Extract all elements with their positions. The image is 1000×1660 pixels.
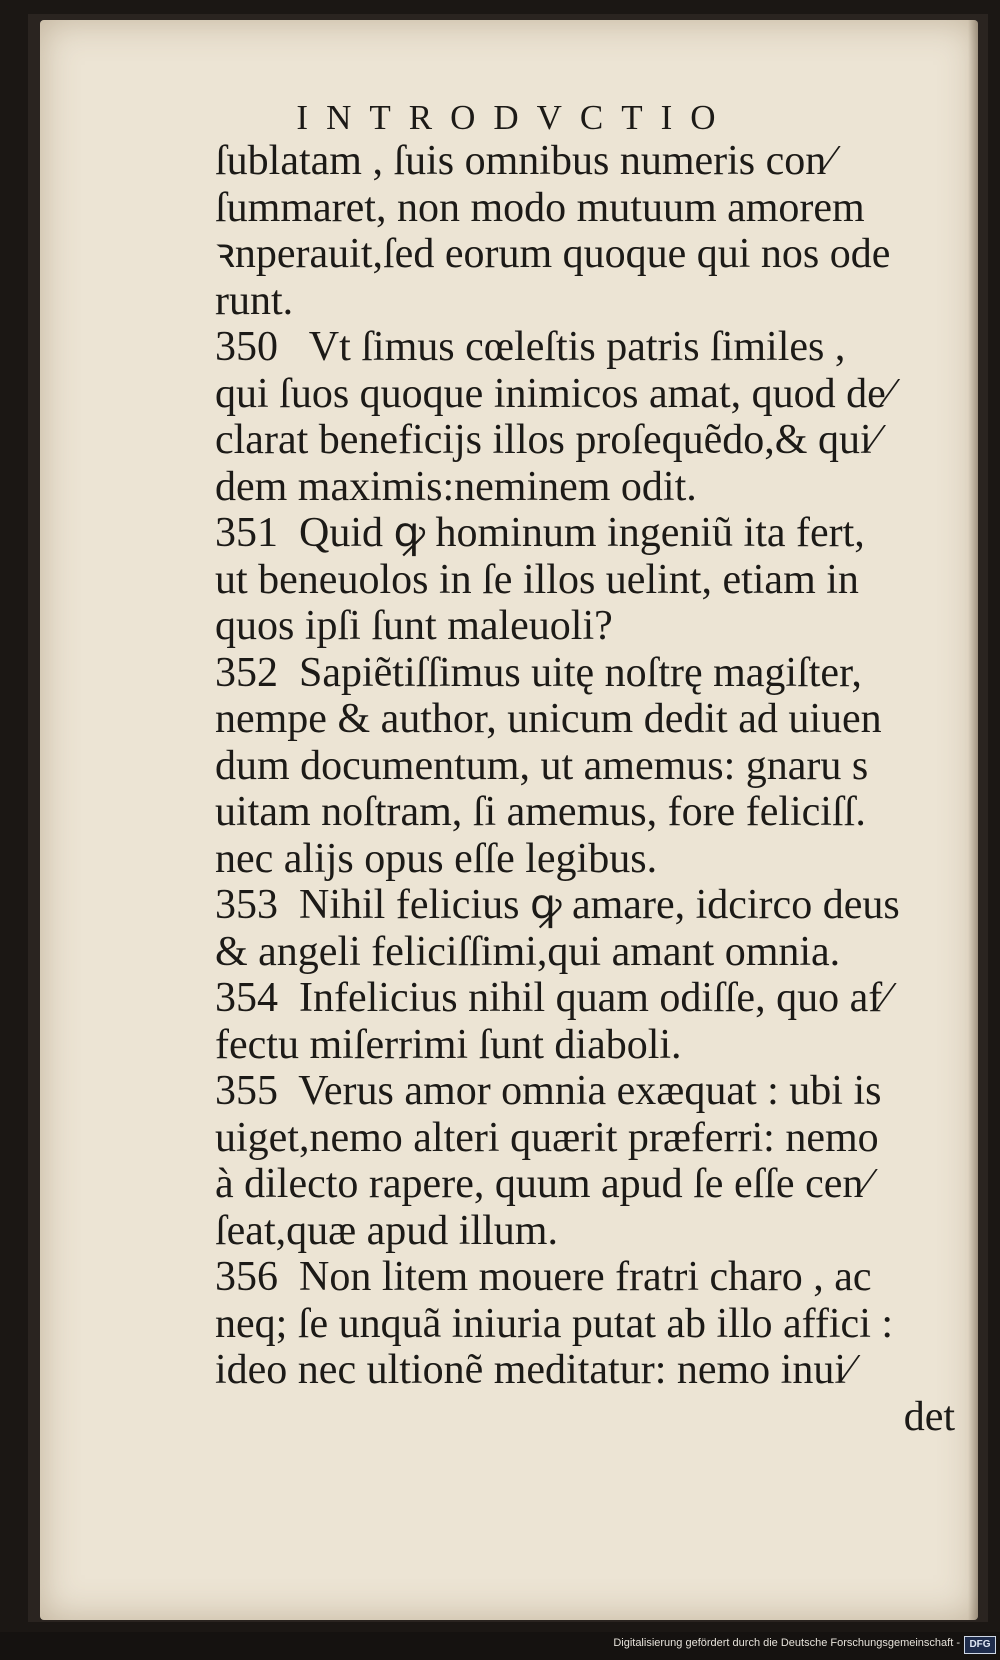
text-line: ſummaret, non modo mutuum amorem <box>215 184 865 231</box>
running-head: INTRODVCTIO <box>296 98 734 137</box>
text-line: fectu miſerrimi ſunt diaboli. <box>215 1021 682 1068</box>
text-line: nempe & author, unicum dedit ad uiuen <box>215 696 882 742</box>
text-line: dum documentum, ut amemus: gnaru s <box>215 742 869 789</box>
dfg-logo-icon: DFG <box>964 1636 996 1654</box>
text-block <box>215 138 975 1440</box>
funding-note: Digitalisierung gefördert durch die Deutsche Forschungsgemeinschaft - <box>613 1637 960 1649</box>
text-line: neq; ſe unquã iniuria putat ab illo affici : <box>215 1300 894 1347</box>
text-line: 350 Vt ſimus cœleſtis patris ſimiles , <box>215 324 846 370</box>
text-line: qui ſuos quoque inimicos amat, quod de⁄ <box>215 370 893 417</box>
text-line: 351 Quid ꝙ hominum ingeniũ ita fert, <box>215 510 865 556</box>
footer-bar <box>0 1632 1000 1660</box>
text-line: ideo nec ultionẽ meditatur: nemo inui⁄ <box>215 1347 854 1393</box>
text-line: uitam noſtram, ſi amemus, fore feliciſſ. <box>215 789 866 835</box>
text-line: ꝛnperauit,ſed eorum quoque qui nos ode <box>215 231 891 277</box>
text-line: clarat beneficijs illos proſequẽdo,& qui⁄ <box>215 417 879 463</box>
text-line: ſeat,quæ apud illum. <box>215 1207 558 1254</box>
text-line: nec alijs opus eſſe legibus. <box>215 835 658 882</box>
text-line: 354 Infelicius nihil quam odiſſe, quo af⁄ <box>215 975 890 1021</box>
text-line: 356 Non litem mouere fratri charo , ac <box>215 1254 872 1300</box>
text-line: ut beneuolos in ſe illos uelint, etiam in <box>215 556 859 603</box>
catchword: det <box>903 1393 955 1440</box>
text-line: ſublatam , ſuis omnibus numeris con⁄ <box>215 138 834 184</box>
book-page <box>40 20 978 1620</box>
text-line: & angeli feliciſſimi,qui amant omnia. <box>215 928 841 975</box>
text-line: quos ipſi ſunt maleuoli? <box>215 603 613 649</box>
text-line: runt. <box>215 277 294 324</box>
text-line: à dilecto rapere, quum apud ſe eſſe cen⁄ <box>215 1161 871 1207</box>
text-line: 352 Sapiẽtiſſimus uitę noſtrę magiſter, <box>215 649 862 696</box>
text-line: 353 Nihil felicius ꝙ amare, idcirco deus <box>215 882 900 928</box>
text-line: 355 Verus amor omnia exæquat : ubi is <box>215 1068 882 1114</box>
text-line: uiget,nemo alteri quærit præferri: nemo <box>215 1114 879 1161</box>
text-line: dem maximis:neminem odit. <box>215 463 697 510</box>
